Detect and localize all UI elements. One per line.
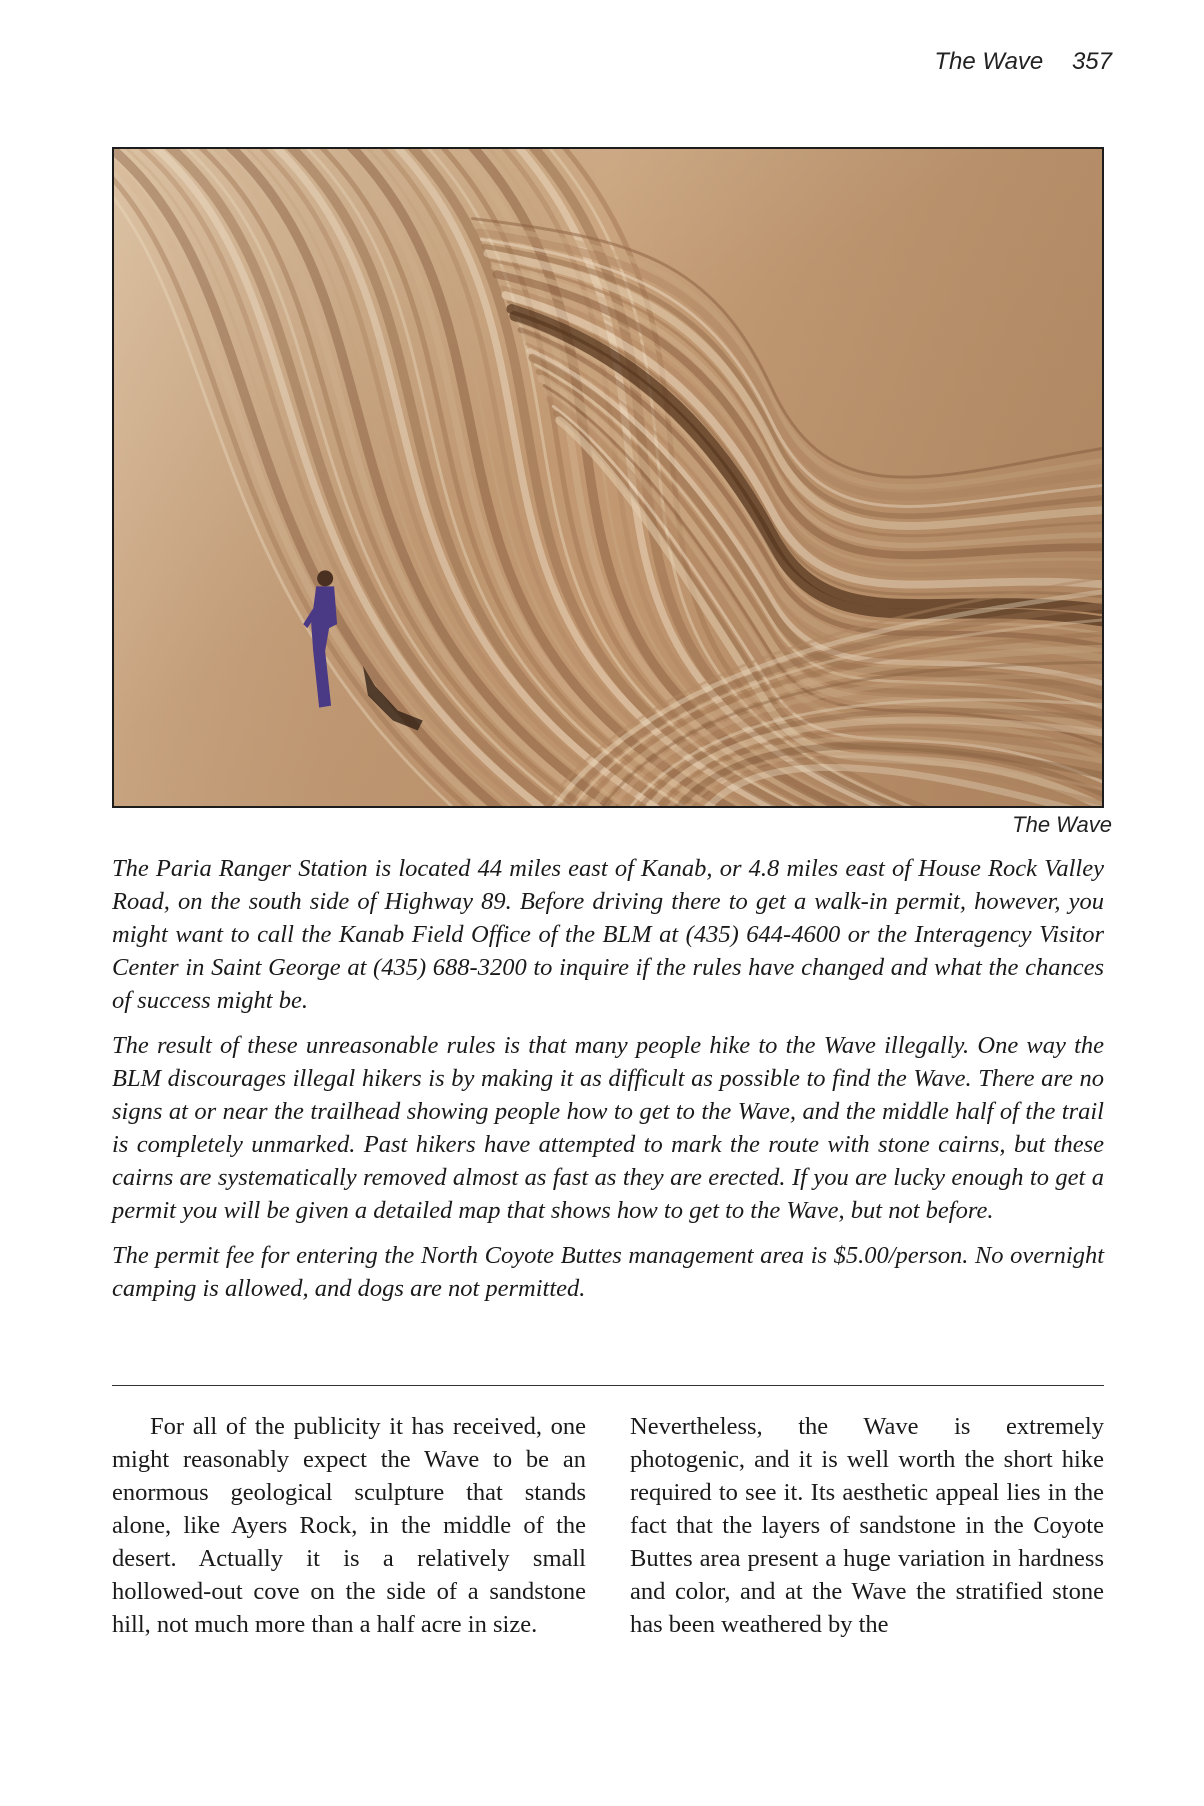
- page-number: 357: [1071, 48, 1112, 75]
- right-column: [630, 1410, 1104, 1641]
- photo-caption: The Wave: [1012, 812, 1112, 837]
- sidebar-paragraph: The Paria Ranger Station is located 44 miles east of Kanab, or 4.8 miles east of House Rock Valley Road, on the south side of Highway 89. Before driving there to get a walk-in permit, however, you might want to call the Kanab Field Office of the BLM at (435) 644-4600 or the Interagency Visitor Center in Saint George at (435) 688-3200 to inquire if the rules have changed and what the chances of success might be.: [112, 855, 1104, 1014]
- left-column: [112, 1410, 586, 1641]
- sidebar-paragraph: The result of these unreasonable rules is that many people hike to the Wave illegally. One way the BLM discourages illegal hikers is by making it as difficult as possible to find the Wave. There are no signs at or near the trailhead showing people how to get to the Wave, and the middle half of the trail is completely unmarked. Past hikers have attempted to mark the route with stone cairns, but these cairns are systematically removed almost as fast as they are erected. If you are lucky enough to get a permit you will be given a detailed map that shows how to get to the Wave, but not before.: [112, 1032, 1104, 1224]
- sidebar-box: [112, 852, 1104, 1317]
- wave-photo-illustration: [114, 149, 1102, 806]
- wave-photo: [112, 147, 1104, 808]
- section-divider: [112, 1385, 1104, 1386]
- running-head: [934, 48, 1112, 76]
- body-paragraph: For all of the publicity it has received, one might reasonably expect the Wave to be an enormous geological sculpture that stands alone, like Ayers Rock, in the middle of the desert. Actually it is a relatively small hollowed-out cove on the side of a sandstone hill, not much more than a half acre in size.: [112, 1413, 586, 1638]
- body-paragraph: Nevertheless, the Wave is extremely photogenic, and it is well worth the short hike required to see it. Its aesthetic appeal lies in the fact that the layers of sandstone in the Coyote Buttes area present a huge variation in hardness and color, and at the Wave the stratified stone has been weathered by the: [630, 1413, 1104, 1638]
- sidebar-paragraph: The permit fee for entering the North Coyote Buttes management area is $5.00/person. No overnight camping is allowed, and dogs are not permitted.: [112, 1242, 1104, 1302]
- body-columns: [112, 1410, 1104, 1641]
- running-head-title: The Wave: [934, 48, 1044, 75]
